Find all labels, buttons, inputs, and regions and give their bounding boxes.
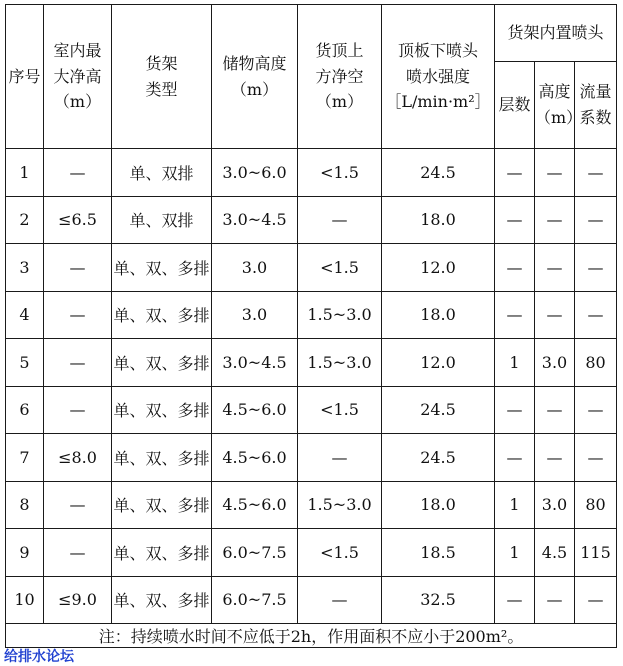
header-in-rack-group: 货架内置喷头: [495, 5, 617, 62]
header-layers: 层数: [495, 62, 535, 149]
table-cell: 24.5: [382, 434, 495, 482]
table-cell: 80: [575, 339, 617, 387]
table-cell: —: [575, 149, 617, 197]
table-cell: —: [298, 576, 382, 624]
table-cell: 单、双、多排: [112, 339, 212, 387]
table-cell: 单、双、多排: [112, 481, 212, 529]
table-cell: 5: [6, 339, 44, 387]
table-cell: 9: [6, 529, 44, 577]
header-no: 序号: [6, 5, 44, 149]
table-cell: —: [575, 244, 617, 292]
table-cell: —: [495, 291, 535, 339]
table-cell: —: [575, 386, 617, 434]
table-cell: 1.5~3.0: [298, 339, 382, 387]
table-cell: 4.5~6.0: [212, 434, 298, 482]
header-storage-height: 储物高度 （m）: [212, 5, 298, 149]
table-cell: —: [535, 576, 575, 624]
table-cell: 3.0: [212, 291, 298, 339]
table-cell: —: [44, 529, 112, 577]
table-cell: <1.5: [298, 529, 382, 577]
table-note: 注：持续喷水时间不应低于2h，作用面积不应小于200m²。: [6, 624, 617, 648]
table-cell: —: [495, 244, 535, 292]
table-row: [6, 291, 617, 339]
table-cell: —: [535, 196, 575, 244]
table-cell: 单、双排: [112, 149, 212, 197]
table-cell: 1.5~3.0: [298, 481, 382, 529]
table-cell: 单、双、多排: [112, 529, 212, 577]
table-cell: 单、双、多排: [112, 244, 212, 292]
table-cell: 18.0: [382, 291, 495, 339]
table-cell: 3.0: [212, 244, 298, 292]
table-cell: —: [44, 386, 112, 434]
header-height: 高度 （m）: [535, 62, 575, 149]
table-cell: ≤6.5: [44, 196, 112, 244]
table-cell: 18.0: [382, 481, 495, 529]
table-row: [6, 576, 617, 624]
table-cell: 3.0~4.5: [212, 196, 298, 244]
table-cell: <1.5: [298, 386, 382, 434]
table-cell: ≤8.0: [44, 434, 112, 482]
table-cell: 4.5~6.0: [212, 386, 298, 434]
table-cell: 3: [6, 244, 44, 292]
table-cell: 单、双、多排: [112, 291, 212, 339]
table-cell: —: [575, 196, 617, 244]
table-cell: —: [44, 244, 112, 292]
table-cell: 单、双、多排: [112, 434, 212, 482]
table-cell: —: [44, 149, 112, 197]
table-cell: 3.0~4.5: [212, 339, 298, 387]
table-cell: —: [575, 291, 617, 339]
table-cell: <1.5: [298, 244, 382, 292]
table-body: [6, 149, 617, 624]
table-row: [6, 244, 617, 292]
table-cell: 1: [495, 481, 535, 529]
table-cell: 6: [6, 386, 44, 434]
header-ceiling-intensity: 顶板下喷头 喷水强度 ［L/min·m²］: [382, 5, 495, 149]
table-cell: 7: [6, 434, 44, 482]
table-row: [6, 434, 617, 482]
table-cell: 3.0~6.0: [212, 149, 298, 197]
table-cell: 24.5: [382, 149, 495, 197]
table-cell: 10: [6, 576, 44, 624]
table-cell: 6.0~7.5: [212, 529, 298, 577]
header-clearance: 货顶上 方净空 （m）: [298, 5, 382, 149]
table-cell: —: [535, 386, 575, 434]
table-cell: 4.5~6.0: [212, 481, 298, 529]
table-cell: 1: [495, 529, 535, 577]
table-cell: <1.5: [298, 149, 382, 197]
table-cell: ≤9.0: [44, 576, 112, 624]
table-row: [6, 196, 617, 244]
table-cell: —: [535, 434, 575, 482]
table-cell: —: [575, 434, 617, 482]
table-cell: 4.5: [535, 529, 575, 577]
table-row: [6, 149, 617, 197]
table-cell: —: [535, 244, 575, 292]
table-row: [6, 339, 617, 387]
table-cell: 8: [6, 481, 44, 529]
table-row: [6, 386, 617, 434]
header-max-height: 室内最 大净高 （m）: [44, 5, 112, 149]
table-cell: 2: [6, 196, 44, 244]
table-cell: 1: [495, 339, 535, 387]
table-cell: 单、双、多排: [112, 576, 212, 624]
table-cell: 单、双排: [112, 196, 212, 244]
watermark-logo: 给排水论坛: [4, 649, 74, 665]
table-cell: 18.0: [382, 196, 495, 244]
table-cell: —: [495, 386, 535, 434]
table-cell: —: [298, 196, 382, 244]
table-cell: —: [495, 576, 535, 624]
table-cell: —: [495, 434, 535, 482]
table-cell: —: [44, 291, 112, 339]
table-cell: —: [495, 196, 535, 244]
table-cell: 1: [6, 149, 44, 197]
table-cell: 12.0: [382, 339, 495, 387]
table-cell: 12.0: [382, 244, 495, 292]
header-rack-type: 货架 类型: [112, 5, 212, 149]
table-cell: —: [44, 481, 112, 529]
table-cell: 32.5: [382, 576, 495, 624]
table-cell: 18.5: [382, 529, 495, 577]
table-cell: 24.5: [382, 386, 495, 434]
table-cell: 1.5~3.0: [298, 291, 382, 339]
table-cell: 3.0: [535, 481, 575, 529]
table-cell: 3.0: [535, 339, 575, 387]
table-cell: 80: [575, 481, 617, 529]
table-cell: 115: [575, 529, 617, 577]
table-cell: —: [535, 291, 575, 339]
table-cell: 单、双、多排: [112, 386, 212, 434]
table-cell: —: [535, 149, 575, 197]
table-cell: 6.0~7.5: [212, 576, 298, 624]
sprinkler-spec-table: [5, 4, 617, 648]
header-flow: 流量 系数: [575, 62, 617, 149]
table-cell: 4: [6, 291, 44, 339]
table-row: [6, 481, 617, 529]
table-row: [6, 529, 617, 577]
table-cell: —: [44, 339, 112, 387]
table-cell: —: [298, 434, 382, 482]
table-cell: —: [495, 149, 535, 197]
table-cell: —: [575, 576, 617, 624]
